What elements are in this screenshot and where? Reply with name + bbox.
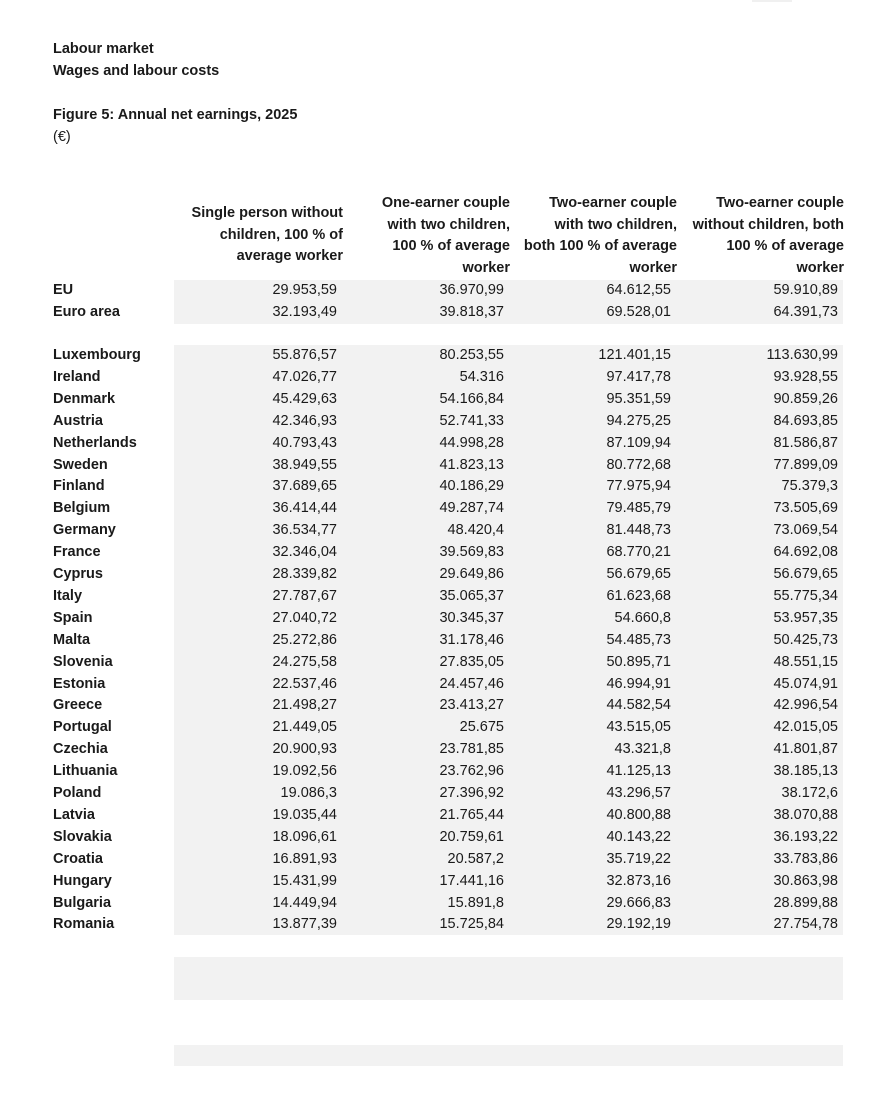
table-row: [0, 279, 880, 301]
table-row: [0, 541, 880, 563]
table-cell: 21.765,44: [439, 806, 504, 823]
table-cell: 36.414,44: [272, 500, 337, 517]
table-cell: 41.823,13: [439, 456, 504, 473]
table-cell: 87.109,94: [606, 434, 671, 451]
row-label: Netherlands: [53, 434, 137, 451]
table-cell: 113.630,99: [766, 347, 838, 363]
table-cell: 23.762,96: [439, 763, 504, 780]
table-cell: 32.193,49: [272, 303, 337, 320]
row-label: Latvia: [53, 806, 95, 823]
subsection-title: Wages and labour costs: [53, 63, 220, 79]
row-label: Poland: [53, 785, 102, 801]
row-label: France: [53, 544, 101, 561]
row-label: Malta: [53, 631, 91, 648]
table-row: [0, 344, 880, 366]
table-row: [0, 804, 880, 826]
table-cell: 15.891,8: [447, 894, 504, 911]
column-header-single-person: Single person without children, 100 % of average worker: [191, 205, 343, 265]
table-row: [0, 607, 880, 629]
table-cell: 54.166,84: [439, 390, 504, 407]
table-cell: 30.345,37: [439, 609, 504, 626]
section-title: Labour market: [53, 41, 154, 57]
table-cell: 19.086,3: [280, 785, 337, 801]
table-cell: 69.528,01: [606, 303, 671, 320]
row-label: Slovakia: [53, 828, 112, 845]
empty-band: [174, 957, 843, 1000]
table-cell: 40.143,22: [606, 828, 671, 845]
table-cell: 47.026,77: [272, 368, 337, 385]
table-row: [0, 651, 880, 673]
table-row: [0, 848, 880, 870]
table-cell: 24.275,58: [272, 653, 337, 670]
table-cell: 21.449,05: [272, 719, 337, 736]
table-row: [0, 388, 880, 410]
table-cell: 42.996,54: [773, 697, 838, 714]
empty-band: [174, 1045, 843, 1066]
table-cell: 49.287,74: [439, 500, 504, 517]
table-cell: 56.679,65: [773, 566, 838, 582]
table-cell: 81.586,87: [773, 434, 838, 451]
table-cell: 56.679,65: [606, 566, 671, 582]
row-label: Romania: [53, 916, 115, 933]
table-cell: 27.787,67: [272, 587, 337, 604]
table-row: [0, 716, 880, 738]
table-cell: 54.660,8: [614, 609, 671, 626]
figure-unit: (€): [53, 129, 71, 145]
table-cell: 68.770,21: [606, 544, 671, 561]
row-label: Cyprus: [53, 566, 103, 582]
table-cell: 43.321,8: [614, 741, 671, 758]
table-cell: 41.125,13: [606, 763, 671, 780]
table-cell: 17.441,16: [439, 872, 504, 889]
table-cell: 39.818,37: [439, 303, 504, 320]
row-label: Germany: [53, 522, 116, 539]
row-label: Portugal: [53, 719, 112, 736]
table-cell: 48.420,4: [447, 522, 504, 539]
table-cell: 21.498,27: [272, 697, 337, 714]
table-row: [0, 870, 880, 892]
row-label: Greece: [53, 697, 103, 714]
table-cell: 19.035,44: [272, 806, 337, 823]
row-label: Belgium: [53, 500, 111, 517]
table-row: [0, 497, 880, 519]
table-cell: 50.895,71: [606, 653, 671, 670]
table-row: [0, 585, 880, 607]
table-cell: 23.413,27: [439, 697, 504, 714]
row-label: Luxembourg: [53, 347, 141, 363]
table-cell: 30.863,98: [773, 872, 838, 889]
table-cell: 20.900,93: [272, 741, 337, 758]
table-cell: 64.612,55: [606, 282, 671, 298]
table-row: [0, 913, 880, 935]
table-cell: 14.449,94: [272, 894, 337, 911]
table-cell: 32.346,04: [272, 544, 337, 561]
table-row: [0, 738, 880, 760]
table-cell: 64.391,73: [773, 303, 838, 320]
row-label: Italy: [53, 587, 83, 604]
table-cell: 29.649,86: [439, 566, 504, 582]
table-cell: 38.949,55: [272, 456, 337, 473]
table-cell: 27.754,78: [773, 916, 838, 933]
table-cell: 46.994,91: [606, 675, 671, 692]
table-cell: 93.928,55: [773, 368, 838, 385]
table-row: [0, 673, 880, 695]
row-label: Austria: [53, 412, 103, 429]
table-cell: 36.534,77: [272, 522, 337, 539]
table-cell: 75.379,3: [781, 478, 838, 495]
table-cell: 35.065,37: [439, 587, 504, 604]
figure-title: Figure 5: Annual net earnings, 2025: [53, 107, 298, 123]
table-cell: 27.040,72: [272, 609, 337, 626]
table-row: [0, 629, 880, 651]
table-cell: 52.741,33: [439, 412, 504, 429]
row-label: Lithuania: [53, 763, 118, 780]
column-header-one-earner-couple: One-earner couple with two children, 100 % of average worker: [381, 195, 510, 277]
table-row: [0, 519, 880, 541]
row-label: Spain: [53, 609, 93, 626]
table-cell: 54.485,73: [606, 631, 671, 648]
table-cell: 36.193,22: [773, 828, 838, 845]
table-cell: 42.346,93: [272, 412, 337, 429]
table-cell: 22.537,46: [272, 675, 337, 692]
table-cell: 50.425,73: [773, 631, 838, 648]
table-cell: 25.272,86: [272, 631, 337, 648]
table-cell: 59.910,89: [773, 282, 838, 298]
table-cell: 61.623,68: [606, 587, 671, 604]
table-cell: 73.069,54: [773, 522, 838, 539]
table-row: [0, 826, 880, 848]
table-cell: 40.793,43: [272, 434, 337, 451]
table-cell: 95.351,59: [606, 390, 671, 407]
table-cell: 97.417,78: [606, 368, 671, 385]
table-cell: 38.185,13: [773, 763, 838, 780]
table-cell: 53.957,35: [773, 609, 838, 626]
table-row: [0, 563, 880, 585]
table-cell: 38.172,6: [781, 785, 838, 801]
table-cell: 55.775,34: [773, 587, 838, 604]
table-cell: 41.801,87: [773, 741, 838, 758]
table-cell: 28.899,88: [773, 894, 838, 911]
table-cell: 45.074,91: [773, 675, 838, 692]
table-cell: 40.800,88: [606, 806, 671, 823]
table-cell: 79.485,79: [606, 500, 671, 517]
table-cell: 27.396,92: [439, 785, 504, 801]
column-header-two-earner-couple-children: Two-earner couple with two children, both 100 % of average worker: [523, 195, 677, 277]
table-cell: 44.998,28: [439, 434, 504, 451]
table-cell: 77.975,94: [606, 478, 671, 495]
table-cell: 15.725,84: [439, 916, 504, 933]
table-cell: 32.873,16: [606, 872, 671, 889]
table-cell: 39.569,83: [439, 544, 504, 561]
row-label: Denmark: [53, 390, 116, 407]
table-cell: 94.275,25: [606, 412, 671, 429]
table-cell: 44.582,54: [606, 697, 671, 714]
table-cell: 40.186,29: [439, 478, 504, 495]
table-cell: 20.759,61: [439, 828, 504, 845]
top-edge-mark: [752, 0, 792, 2]
table-row: [0, 782, 880, 804]
table-cell: 35.719,22: [606, 850, 671, 867]
table-cell: 19.092,56: [272, 763, 337, 780]
table-cell: 27.835,05: [439, 653, 504, 670]
table-cell: 81.448,73: [606, 522, 671, 539]
table-row: [0, 760, 880, 782]
table-cell: 43.296,57: [606, 785, 671, 801]
row-label: Estonia: [53, 675, 106, 692]
row-label: Sweden: [53, 456, 108, 473]
table-row: [0, 432, 880, 454]
table-cell: 31.178,46: [439, 631, 504, 648]
table-cell: 80.772,68: [606, 456, 671, 473]
table-cell: 16.891,93: [272, 850, 337, 867]
table-cell: 121.401,15: [598, 347, 671, 363]
row-label: Hungary: [53, 872, 112, 889]
row-label: Czechia: [53, 741, 108, 758]
table-row: [0, 454, 880, 476]
table-cell: 23.781,85: [439, 741, 504, 758]
table-cell: 25.675: [459, 719, 504, 736]
column-header-two-earner-couple-no-children: Two-earner couple without children, both 100 % of average worker: [692, 195, 844, 277]
table-row: [0, 366, 880, 388]
table-cell: 24.457,46: [439, 675, 504, 692]
table-cell: 43.515,05: [606, 719, 671, 736]
table-cell: 90.859,26: [773, 390, 838, 407]
table-cell: 80.253,55: [439, 347, 504, 363]
table-cell: 15.431,99: [272, 872, 337, 889]
table-cell: 18.096,61: [272, 828, 337, 845]
table-cell: 38.070,88: [773, 806, 838, 823]
table-cell: 45.429,63: [272, 390, 337, 407]
table-cell: 33.783,86: [773, 850, 838, 867]
table-cell: 29.953,59: [272, 282, 337, 298]
table-cell: 77.899,09: [773, 456, 838, 473]
row-label: EU: [53, 282, 74, 298]
table-cell: 20.587,2: [447, 850, 504, 867]
table-cell: 55.876,57: [272, 347, 337, 363]
row-label: Slovenia: [53, 653, 113, 670]
row-label: Euro area: [53, 303, 120, 320]
row-label: Finland: [53, 478, 105, 495]
table-cell: 42.015,05: [773, 719, 838, 736]
table-cell: 64.692,08: [773, 544, 838, 561]
table-cell: 54.316: [459, 368, 504, 385]
table-row: [0, 475, 880, 497]
table-cell: 84.693,85: [773, 412, 838, 429]
table-row: [0, 694, 880, 716]
table-cell: 73.505,69: [773, 500, 838, 517]
table-row: [0, 892, 880, 914]
table-cell: 13.877,39: [272, 916, 337, 933]
table-cell: 36.970,99: [439, 282, 504, 298]
table-row: [0, 301, 880, 323]
row-label: Ireland: [53, 368, 101, 385]
table-row: [0, 410, 880, 432]
row-label: Croatia: [53, 850, 103, 867]
table-cell: 29.666,83: [606, 894, 671, 911]
table-cell: 28.339,82: [272, 566, 337, 582]
table-cell: 29.192,19: [606, 916, 671, 933]
table-cell: 37.689,65: [272, 478, 337, 495]
table-cell: 48.551,15: [773, 653, 838, 670]
row-label: Bulgaria: [53, 894, 112, 911]
